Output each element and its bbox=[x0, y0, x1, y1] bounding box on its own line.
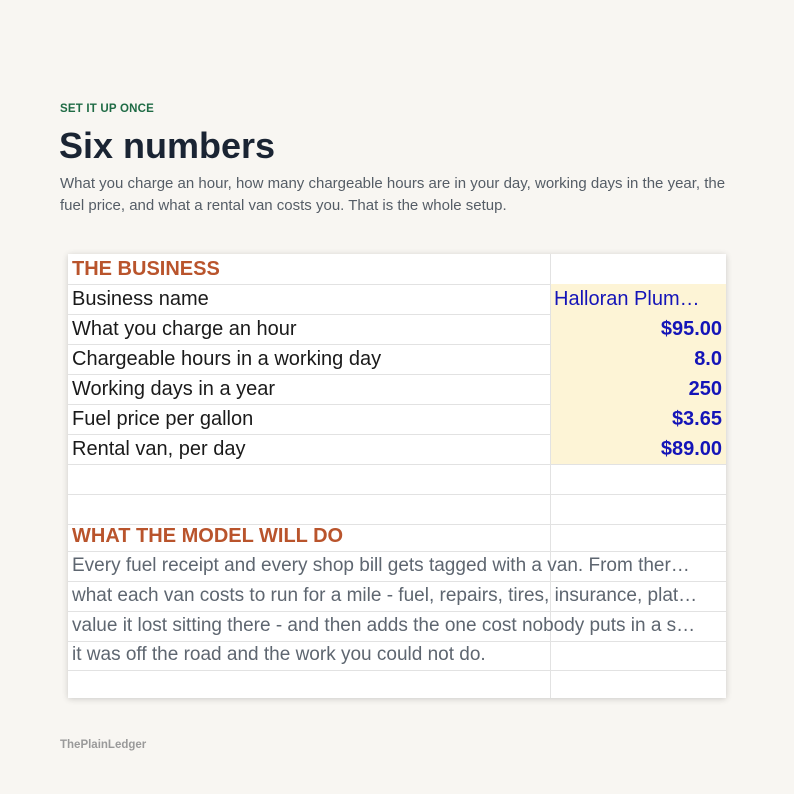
description-line[interactable]: what each van costs to run for a mile - fuel, repairs, tires, insurance, plat… bbox=[72, 585, 698, 606]
sheet-row-description bbox=[68, 551, 726, 581]
sheet-row-working-days bbox=[68, 374, 726, 404]
sheet-row-section-business bbox=[68, 254, 726, 284]
input-business-name[interactable]: Halloran Plum… bbox=[551, 284, 726, 314]
sheet-cell-empty[interactable] bbox=[551, 494, 726, 524]
sheet-row-empty bbox=[68, 464, 726, 494]
label-chargeable-hours[interactable]: Chargeable hours in a working day bbox=[72, 348, 382, 370]
label-business-name[interactable]: Business name bbox=[72, 288, 209, 310]
section-heading-business[interactable]: THE BUSINESS bbox=[72, 258, 220, 280]
description-line[interactable]: it was off the road and the work you could not do. bbox=[72, 644, 486, 665]
sheet-row-chargeable-hours bbox=[68, 344, 726, 374]
page-subtitle: What you charge an hour, how many chargeable hours are in your day, working days in the year, the fuel price, and what a rental van costs you. That is the whole setup. bbox=[60, 175, 726, 214]
sheet-cell-empty[interactable] bbox=[551, 521, 726, 551]
label-fuel-price[interactable]: Fuel price per gallon bbox=[72, 408, 254, 430]
section-heading-model[interactable]: WHAT THE MODEL WILL DO bbox=[72, 525, 344, 547]
sheet-row-empty bbox=[68, 494, 726, 524]
sheet-cell-empty[interactable] bbox=[72, 669, 548, 699]
sheet-row-empty bbox=[68, 669, 726, 699]
sheet-row-description bbox=[68, 611, 726, 641]
input-hourly-rate[interactable]: $95.00 bbox=[551, 314, 726, 344]
sheet-cell-empty[interactable] bbox=[551, 254, 726, 284]
label-hourly-rate[interactable]: What you charge an hour bbox=[72, 318, 297, 340]
sheet-cell-empty[interactable] bbox=[72, 464, 548, 494]
footer-brand: ThePlainLedger bbox=[60, 739, 147, 751]
label-working-days[interactable]: Working days in a year bbox=[72, 378, 276, 400]
label-rental-van[interactable]: Rental van, per day bbox=[72, 438, 246, 460]
description-line[interactable]: value it lost sitting there - and then adds the one cost nobody puts in a s… bbox=[72, 615, 696, 636]
sheet-row-description bbox=[68, 581, 726, 611]
sheet-row-section-model bbox=[68, 521, 726, 551]
sheet-row-business-name bbox=[68, 284, 726, 314]
sheet-cell-empty[interactable] bbox=[72, 494, 548, 524]
input-fuel-price[interactable]: $3.65 bbox=[551, 404, 726, 434]
input-working-days[interactable]: 250 bbox=[551, 374, 726, 404]
description-line[interactable]: Every fuel receipt and every shop bill gets tagged with a van. From ther… bbox=[72, 555, 690, 576]
sheet-cell-empty[interactable] bbox=[551, 669, 726, 699]
input-chargeable-hours[interactable]: 8.0 bbox=[551, 344, 726, 374]
input-rental-van[interactable]: $89.00 bbox=[551, 434, 726, 464]
sheet-row-description bbox=[68, 640, 726, 670]
sheet-row-rental-van bbox=[68, 434, 726, 464]
page-title: Six numbers bbox=[59, 125, 276, 166]
spreadsheet bbox=[68, 254, 726, 698]
sheet-row-hourly-rate bbox=[68, 314, 726, 344]
sheet-row-fuel-price bbox=[68, 404, 726, 434]
section-kicker: SET IT UP ONCE bbox=[60, 103, 154, 115]
sheet-cell-empty[interactable] bbox=[551, 464, 726, 494]
